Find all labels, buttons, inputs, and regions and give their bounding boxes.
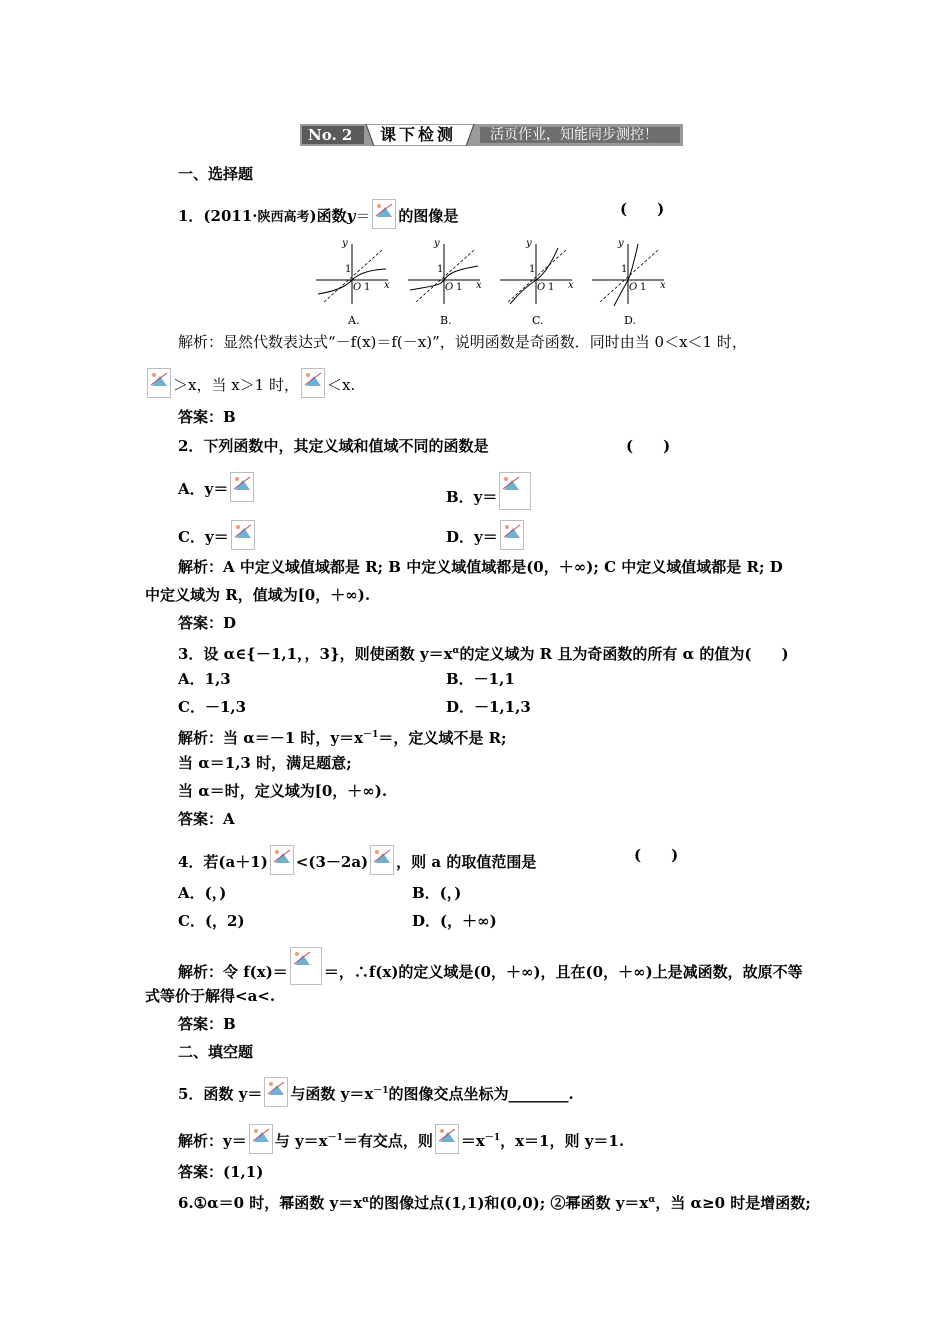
q6-stem: 6.①α＝0 时，幂函数 $y=x^\alpha$的图像过点(1,1)和(0,0); ②幂函数 $y=x^\alpha$，当 α≥0 时是增函数; xyxy=(178,1194,811,1212)
broken-image-icon xyxy=(372,199,396,229)
q1-stem-var: y xyxy=(346,207,356,225)
q3-option-a: A．1,3 xyxy=(178,670,231,688)
q3-answer: 答案：A xyxy=(178,810,235,828)
graph-a-caption: A. xyxy=(348,314,360,327)
q1-analysis-line2 xyxy=(145,368,355,398)
broken-image-icon xyxy=(500,520,524,550)
graph-c-caption: C. xyxy=(532,314,544,327)
graph-d-xtick: 1 xyxy=(640,282,647,293)
q1-analysis-line1: 解析：显然代数表达式“－f(x)＝f(－x)”，说明函数是奇函数．同时由当 0＜x＜1 时， xyxy=(178,333,747,351)
broken-image-icon xyxy=(301,368,325,398)
banner-section-title: 课下检测 xyxy=(380,125,457,144)
q1-stem-d: 的图像是 xyxy=(398,207,459,225)
q3-option-c: C．－1,3 xyxy=(178,698,247,716)
banner-slogan: 活页作业，知能同步测控！ xyxy=(490,127,658,143)
q1-stem-a: )函数 xyxy=(309,207,347,225)
q2-option-a: A．y＝ xyxy=(178,472,256,502)
q2-option-c: C．y＝ xyxy=(178,520,257,550)
q5-answer: 答案：(1,1) xyxy=(178,1163,264,1181)
q2-answer: 答案：D xyxy=(178,614,237,632)
q1-analysis-2b: ＜x. xyxy=(327,376,356,394)
q3-option-b: B．－1,1 xyxy=(446,670,515,688)
q1-prefix: 1．(2011· xyxy=(178,207,258,225)
q1-analysis-2a: ＞x，当 x＞1 时， xyxy=(173,376,299,394)
q2-analysis-line1: 解析：A 中定义域值域都是 R; B 中定义域值域都是(0，＋∞); C 中定义域值域都是 R; D xyxy=(178,558,783,576)
broken-image-icon xyxy=(264,1077,288,1107)
q1-answer: 答案：B xyxy=(178,408,236,426)
q1-source: 陕西高考 xyxy=(257,210,310,225)
broken-image-icon xyxy=(290,947,322,985)
q2-analysis-line2: 中定义域为 R，值域为[0，＋∞). xyxy=(145,586,371,604)
q4-option-c: C．(，2) xyxy=(178,912,245,930)
graph-b-y-label: y xyxy=(434,238,440,249)
graph-b-caption: B. xyxy=(440,314,452,327)
graph-d xyxy=(592,238,666,327)
section-title-fill: 二、填空题 xyxy=(178,1043,254,1061)
graph-c-origin: O xyxy=(537,282,546,293)
q4-option-d: D．(，＋∞) xyxy=(412,912,497,930)
graph-d-caption: D. xyxy=(624,314,636,327)
q2-option-d: D．y＝ xyxy=(446,520,526,550)
graph-c xyxy=(500,238,574,327)
q2-paren: ( ) xyxy=(626,437,671,455)
q4-option-b: B．(，) xyxy=(412,884,462,902)
graph-d-origin: O xyxy=(629,282,638,293)
graph-a-origin: O xyxy=(353,282,362,293)
q1-paren: ( ) xyxy=(620,200,665,218)
graph-a-y-label: y xyxy=(342,238,348,249)
graph-b-tick: 1 xyxy=(437,264,444,275)
question-1-stem xyxy=(178,199,458,229)
graph-a-x-label: x xyxy=(384,280,390,291)
q2-stem: 2．下列函数中，其定义域和值域不同的函数是 xyxy=(178,437,489,455)
banner-number: No. 2 xyxy=(308,126,353,144)
broken-image-icon xyxy=(499,472,531,510)
graph-c-x-label: x xyxy=(568,280,574,291)
q3-analysis-line1: 解析：当 α＝－1 时，$y=x^{-1}=$，定义域不是 R; xyxy=(178,729,507,747)
graph-b-xtick: 1 xyxy=(456,282,463,293)
q4-option-a: A．(，) xyxy=(178,884,227,902)
broken-image-icon xyxy=(435,1124,459,1154)
broken-image-icon xyxy=(249,1124,273,1154)
graph-a-tick: 1 xyxy=(345,264,352,275)
graph-b xyxy=(408,238,482,327)
graph-d-y-label: y xyxy=(618,238,624,249)
graph-d-tick: 1 xyxy=(621,264,628,275)
q4-answer: 答案：B xyxy=(178,1015,236,1033)
q3-stem: 3．设 α∈{－1,1，，3}，则使函数 $y=x^\alpha$的定义域为 R 且为奇函数的所有 α 的值为( ) xyxy=(178,645,789,663)
q1-graphs xyxy=(312,236,702,328)
q4-stem: 4．若(a＋1) <(3－2a) ，则 a 的取值范围是 xyxy=(178,845,536,875)
broken-image-icon xyxy=(270,845,294,875)
broken-image-icon xyxy=(370,845,394,875)
graph-c-y-label: y xyxy=(526,238,532,249)
q3-option-d: D．－1,1,3 xyxy=(446,698,531,716)
graph-c-tick: 1 xyxy=(529,264,536,275)
graph-a xyxy=(316,238,390,327)
q2-option-b: B．y＝ xyxy=(446,472,533,510)
graph-c-xtick: 1 xyxy=(548,282,555,293)
q4-analysis-line2: 式等价于解得<a<. xyxy=(145,987,276,1005)
q5-analysis: 解析：y＝ 与 $y=x^{-1}=$有交点，则 $=x^{-1}$，x＝1，则 y＝1. xyxy=(178,1124,624,1154)
graph-b-origin: O xyxy=(445,282,454,293)
q4-analysis-line1: 解析：令 f(x)＝ ＝，∴f(x)的定义域是(0，＋∞)，且在(0，＋∞)上是减函数，故原不等 xyxy=(178,947,803,985)
q4-paren: ( ) xyxy=(634,846,679,864)
q5-stem: 5．函数 y＝ 与函数 $y=x^{-1}$的图像交点坐标为________. xyxy=(178,1077,574,1107)
q3-analysis-line3: 当 α＝时，定义域为[0，＋∞). xyxy=(178,782,388,800)
section-banner xyxy=(300,124,683,146)
graph-a-xtick: 1 xyxy=(364,282,371,293)
q1-stem-eq: ＝ xyxy=(355,207,371,225)
broken-image-icon xyxy=(230,472,254,502)
broken-image-icon xyxy=(147,368,171,398)
graph-b-x-label: x xyxy=(476,280,482,291)
graph-d-x-label: x xyxy=(660,280,666,291)
section-title-choice: 一、选择题 xyxy=(178,165,254,183)
broken-image-icon xyxy=(231,520,255,550)
q3-analysis-line2: 当 α＝1,3 时，满足题意; xyxy=(178,754,352,772)
